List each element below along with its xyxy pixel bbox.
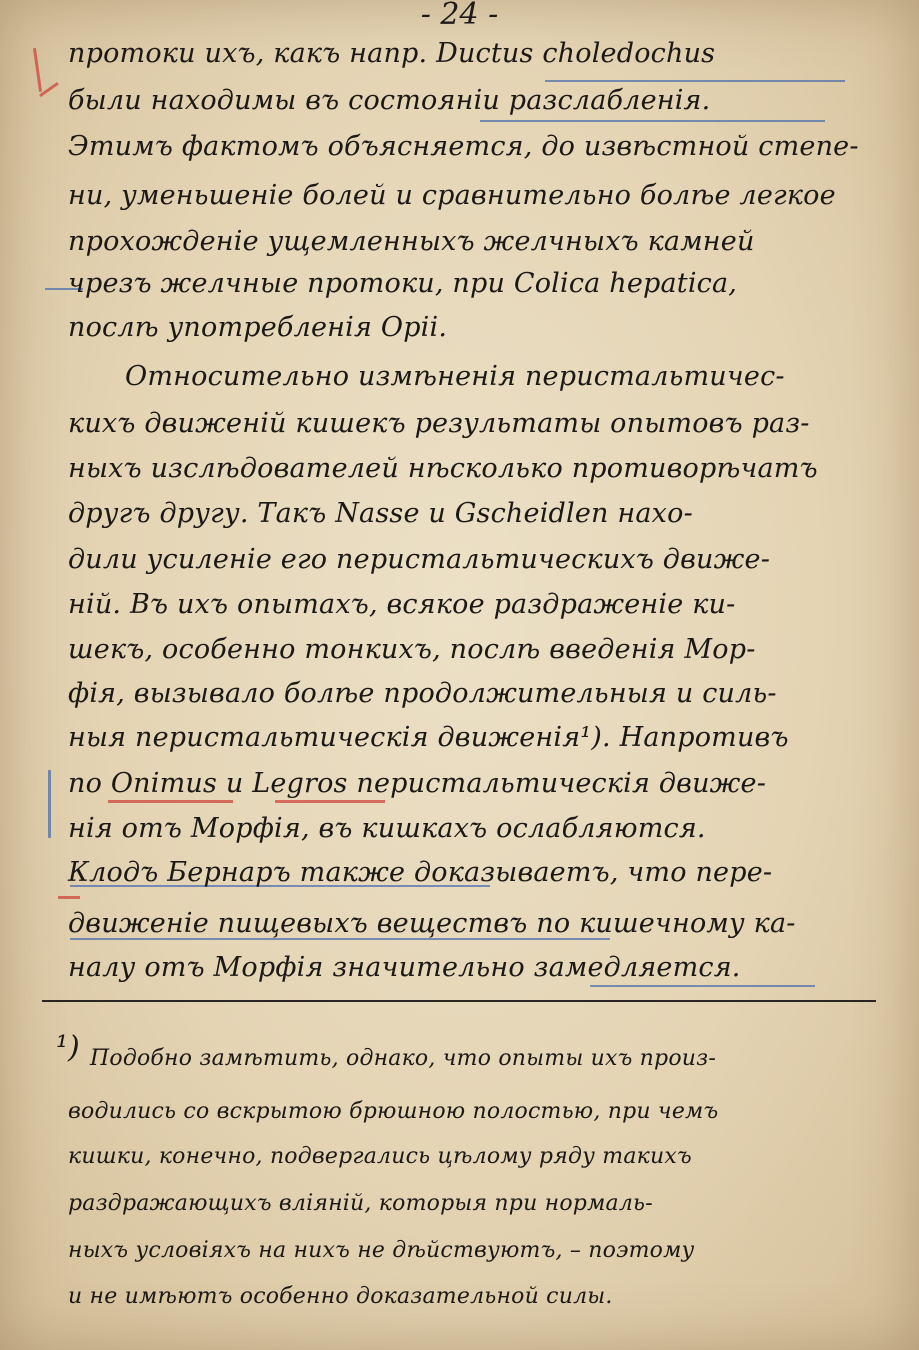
text-line: Клодъ Бернаръ также доказываетъ, что пере-	[68, 857, 773, 888]
text-line: прохожденiе ущемленныхъ желчныхъ камней	[68, 226, 755, 257]
red-margin-tick	[39, 82, 59, 97]
footnote-line: Подобно замѣтить, однако, что опыты ихъ произ-	[90, 1046, 716, 1071]
footnote-line: ныхъ условiяхъ на нихъ не дѣйствуютъ, – поэтому	[68, 1238, 695, 1263]
text-line: Относительно измѣненiя перистальтичес-	[125, 361, 785, 392]
footnote-line: водились со вскрытою брюшною полостью, при чемъ	[68, 1099, 719, 1124]
text-line: другъ другу. Такъ Nasse и Gscheidlen нахо-	[68, 498, 693, 529]
text-line: налу отъ Морфiя значительно замедляется.	[68, 952, 741, 983]
text-line: послѣ употребленiя Opii.	[68, 312, 448, 343]
text-line: нiй. Въ ихъ опытахъ, всякое раздраженiе ки-	[68, 589, 736, 620]
text-line: ныя перистальтическiя движенiя¹). Напротивъ	[68, 722, 789, 753]
text-line: дили усиленiе его перистальтическихъ движе-	[68, 544, 771, 575]
footnote-line: кишки, конечно, подвергались цѣлому ряду такихъ	[68, 1144, 692, 1169]
text-line: ни, уменьшенiе болей и сравнительно болѣе легкое	[68, 180, 836, 211]
footnote-line: и не имѣютъ особенно доказательной силы.	[68, 1284, 613, 1309]
text-line: были находимы въ состоянiи разслабленiя.	[68, 85, 711, 116]
text-line: протоки ихъ, какъ напр. Ductus choledochus	[68, 38, 716, 69]
text-line: по Onimus и Legros перистальтическiя движе-	[68, 768, 767, 799]
text-line: нiя отъ Морфiя, въ кишкахъ ослабляются.	[68, 813, 706, 844]
text-line: фiя, вызывало болѣе продолжительныя и силь-	[68, 678, 777, 709]
blue-margin-bracket	[48, 770, 51, 838]
text-line: движенiе пищевыхъ веществъ по кишечному ка-	[68, 908, 796, 939]
text-line: кихъ движенiй кишекъ результаты опытовъ раз-	[68, 408, 810, 439]
footnote-line: раздражающихъ влiянiй, которыя при нормаль-	[68, 1191, 653, 1216]
page-number: - 24 -	[420, 0, 499, 32]
red-margin-dash	[58, 896, 80, 899]
text-line: Этимъ фактомъ объясняется, до извѣстной степе-	[68, 131, 859, 162]
red-margin-mark	[33, 48, 42, 92]
text-line: ныхъ изслѣдователей нѣсколько противорѣчатъ	[68, 453, 818, 484]
footnote-separator	[42, 1000, 876, 1002]
text-line: чрезъ желчные протоки, при Colica hepatica,	[68, 268, 738, 299]
footnote-marker: ¹)	[56, 1030, 80, 1065]
text-line: шекъ, особенно тонкихъ, послѣ введенiя Мор-	[68, 634, 756, 665]
